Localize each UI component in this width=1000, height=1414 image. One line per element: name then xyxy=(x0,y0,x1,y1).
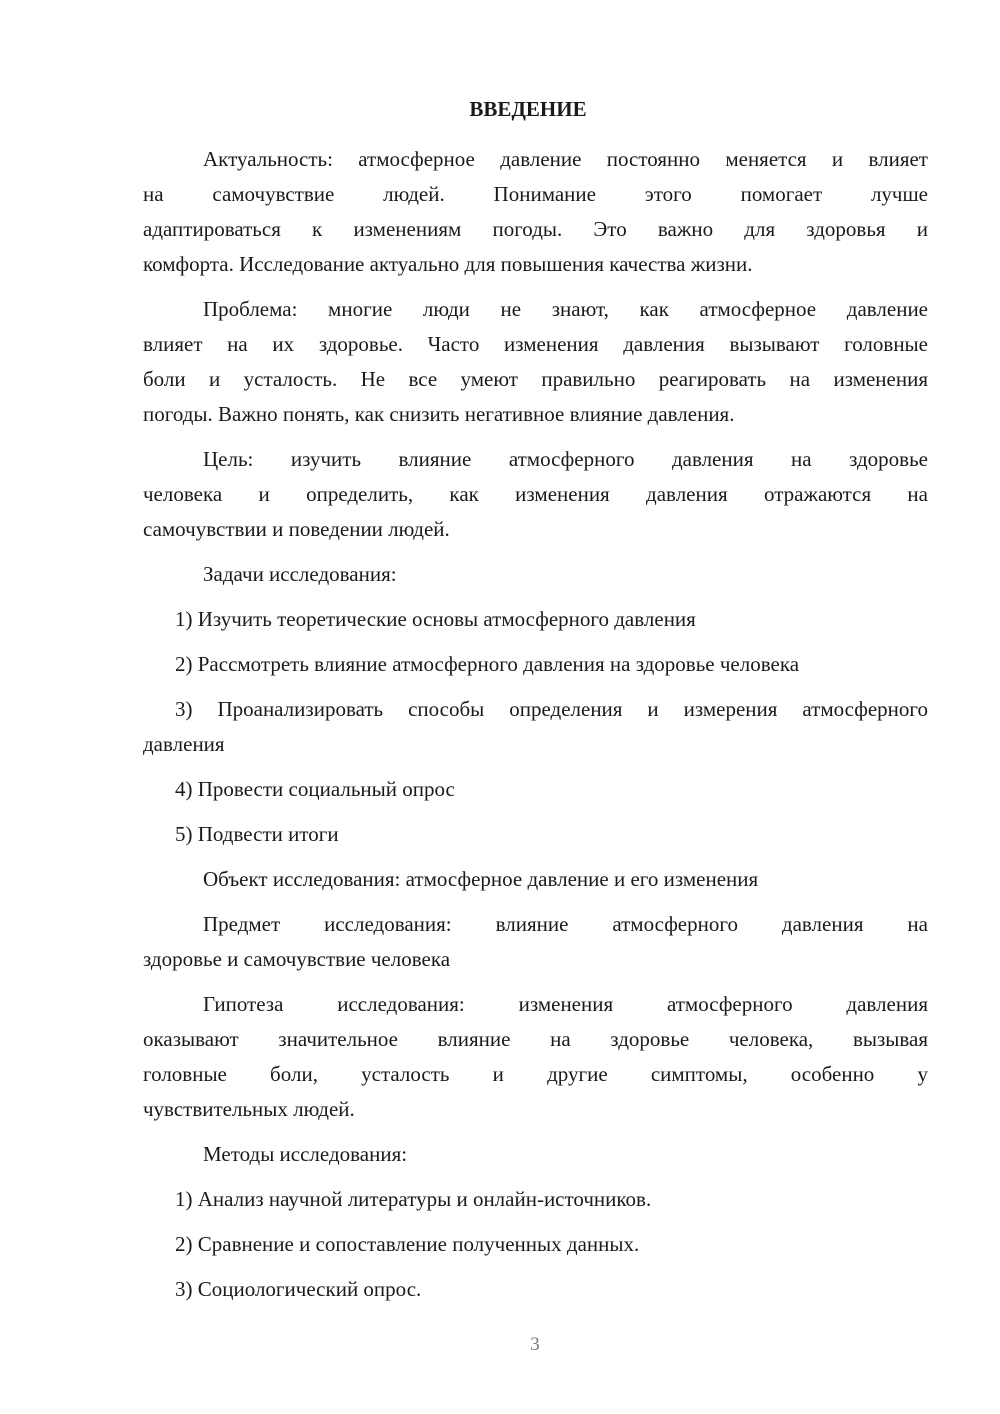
text-line: Цель: изучить влияние атмосферного давления на здоровье xyxy=(203,447,928,471)
list-item xyxy=(143,817,928,852)
text-line: 4) Провести социальный опрос xyxy=(175,777,455,801)
text-line: Предмет исследования: влияние атмосферного давления на xyxy=(203,912,928,936)
text-line: 3) Социологический опрос. xyxy=(175,1277,422,1301)
text-line: 1) Анализ научной литературы и онлайн-источников. xyxy=(175,1187,652,1211)
text-line: давления xyxy=(143,732,225,756)
list-item xyxy=(143,602,928,637)
text-line: Методы исследования: xyxy=(203,1142,408,1166)
text-line: комфорта. Исследование актуально для повышения качества жизни. xyxy=(143,252,753,276)
list-item xyxy=(143,1227,928,1262)
section-title: ВВЕДЕНИЕ xyxy=(469,97,587,121)
text-line: головные боли, усталость и другие симптомы, особенно у xyxy=(143,1062,928,1086)
list-item xyxy=(143,647,928,682)
list-item xyxy=(143,692,928,762)
list-item xyxy=(143,772,928,807)
text-line: на самочувствие людей. Понимание этого помогает лучше xyxy=(143,182,928,206)
text-line: адаптироваться к изменениям погоды. Это важно для здоровья и xyxy=(143,217,928,241)
document-page xyxy=(143,92,928,1317)
paragraph xyxy=(143,1137,928,1172)
paragraph xyxy=(143,987,928,1127)
text-line: боли и усталость. Не все умеют правильно реагировать на изменения xyxy=(143,367,928,391)
text-line: 2) Сравнение и сопоставление полученных данных. xyxy=(175,1232,640,1256)
page-number: 3 xyxy=(530,1334,540,1355)
paragraph xyxy=(143,862,928,897)
text-line: человека и определить, как изменения давления отражаются на xyxy=(143,482,928,506)
text-line: Объект исследования: атмосферное давление и его изменения xyxy=(203,867,759,891)
text-line: оказывают значительное влияние на здоровье человека, вызывая xyxy=(143,1027,928,1051)
paragraph xyxy=(143,907,928,977)
paragraph xyxy=(143,292,928,432)
text-line: Гипотеза исследования: изменения атмосферного давления xyxy=(203,992,928,1016)
text-line: Задачи исследования: xyxy=(203,562,397,586)
text-line: 1) Изучить теоретические основы атмосферного давления xyxy=(175,607,696,631)
paragraph xyxy=(143,142,928,282)
text-line: влияет на их здоровье. Часто изменения давления вызывают головные xyxy=(143,332,928,356)
text-line: 5) Подвести итоги xyxy=(175,822,339,846)
text-line: Актуальность: атмосферное давление постоянно меняется и влияет xyxy=(203,147,928,171)
document-body xyxy=(143,142,928,1307)
text-line: Проблема: многие люди не знают, как атмосферное давление xyxy=(203,297,928,321)
text-line: 3) Проанализировать способы определения и измерения атмосферного xyxy=(175,697,928,721)
list-item xyxy=(143,1182,928,1217)
list-item xyxy=(143,1272,928,1307)
paragraph xyxy=(143,442,928,547)
text-line: здоровье и самочувствие человека xyxy=(143,947,451,971)
text-line: самочувствии и поведении людей. xyxy=(143,517,450,541)
paragraph xyxy=(143,557,928,592)
text-line: погоды. Важно понять, как снизить негативное влияние давления. xyxy=(143,402,735,426)
text-line: чувствительных людей. xyxy=(143,1097,355,1121)
text-line: 2) Рассмотреть влияние атмосферного давления на здоровье человека xyxy=(175,652,800,676)
